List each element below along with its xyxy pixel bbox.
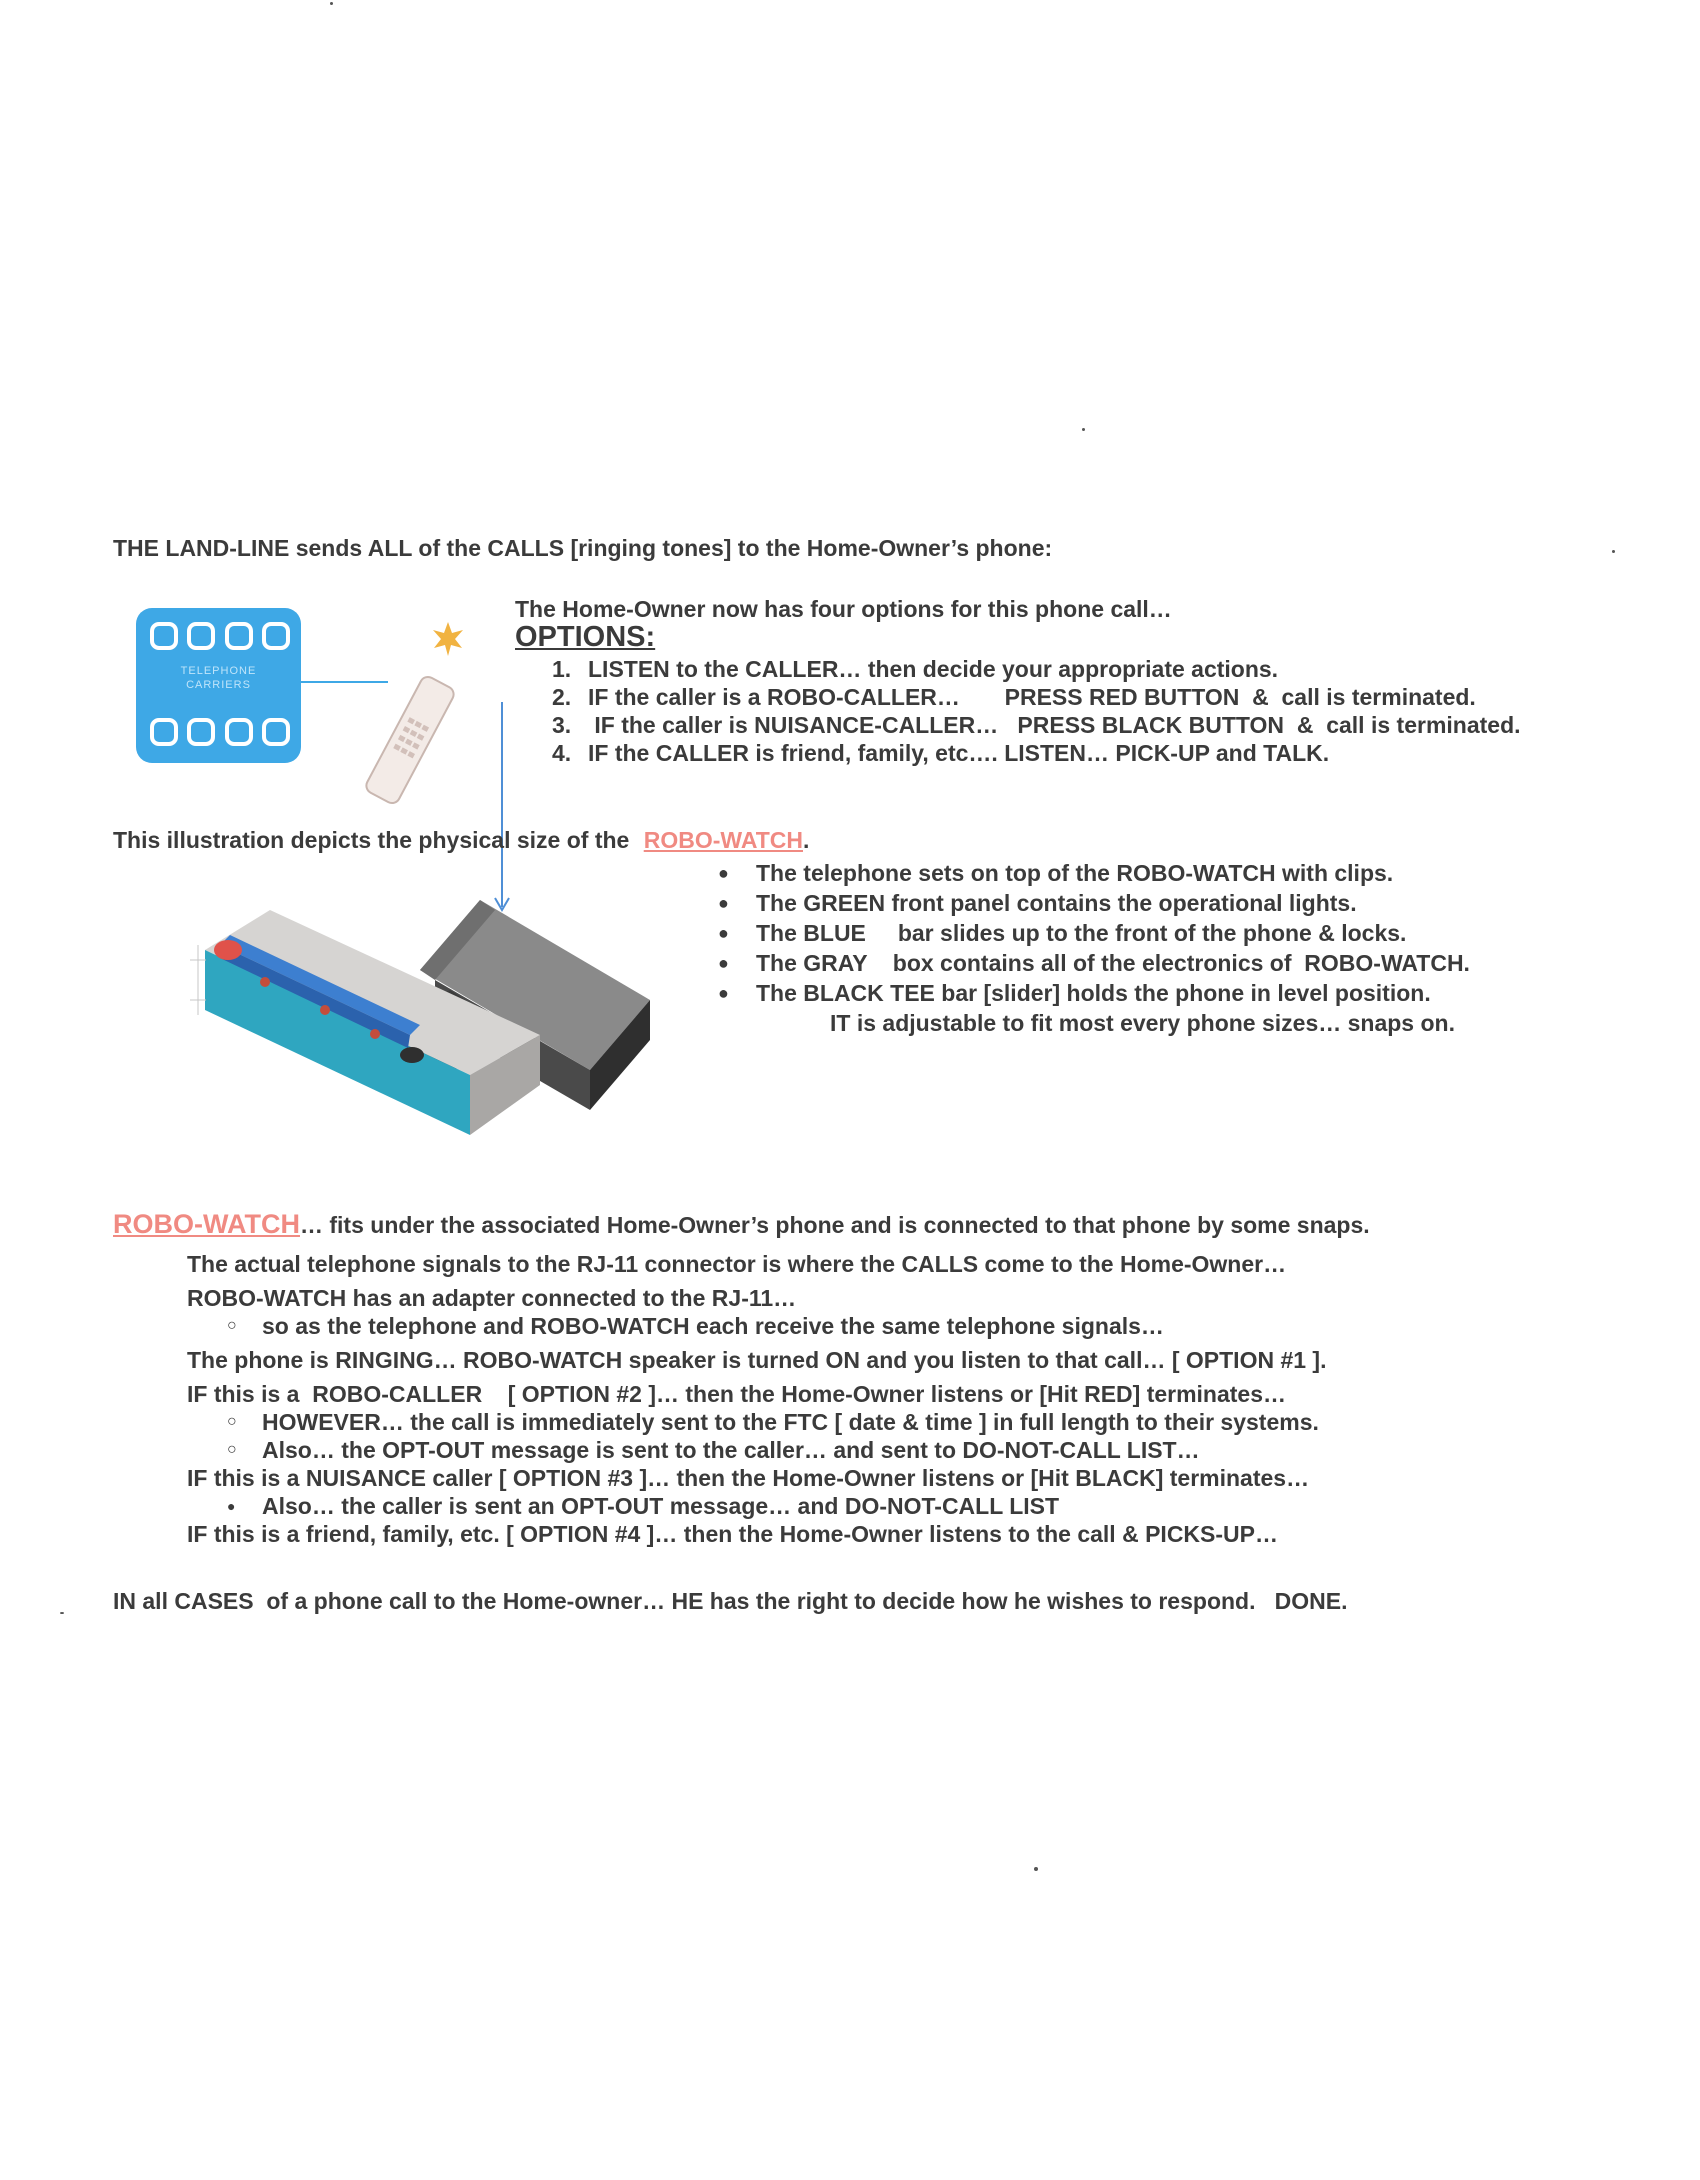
black-button xyxy=(400,1047,424,1063)
options-heading: OPTIONS: xyxy=(515,621,656,653)
detail-subline: ○ HOWEVER… the call is immediately sent to the FTC [ date & time ] in full length to their systems. xyxy=(227,1409,1319,1435)
robo-watch-illustration xyxy=(150,900,660,1170)
carrier-icons-top xyxy=(150,622,290,652)
feature-item: ● The GREEN front panel contains the operational lights. xyxy=(718,890,1357,916)
robo-watch-link[interactable]: ROBO-WATCH xyxy=(113,1209,300,1239)
detail-subline: ○ Also… the OPT-OUT message is sent to the caller… and sent to DO-NOT-CALL LIST… xyxy=(227,1437,1200,1463)
options-list xyxy=(552,655,1521,767)
carrier-label: TELEPHONE CARRIERS xyxy=(180,665,257,691)
feature-item: ● The BLACK TEE bar [slider] holds the phone in level position. xyxy=(718,980,1431,1006)
option-4: 4. IF the CALLER is friend, family, etc…. LISTEN… PICK-UP and TALK. xyxy=(552,740,1330,766)
feature-list xyxy=(718,859,1470,1037)
detail-line: The actual telephone signals to the RJ-11 connector is where the CALLS come to the Home-Owner… xyxy=(187,1251,1287,1277)
feature-item: ● The BLUE bar slides up to the front of the phone & locks. xyxy=(718,920,1407,946)
detail-subline: ○ so as the telephone and ROBO-WATCH each receive the same telephone signals… xyxy=(227,1313,1164,1339)
options-intro: The Home-Owner now has four options for this phone call… xyxy=(515,596,1172,622)
intro-text: THE LAND-LINE sends ALL of the CALLS [ringing tones] to the Home-Owner’s phone: xyxy=(113,535,1053,561)
ringing-burst-icon xyxy=(433,622,463,656)
scan-speck xyxy=(330,2,333,5)
detail-line: ROBO-WATCH has an adapter connected to the RJ-11… xyxy=(187,1285,797,1311)
indicator-light xyxy=(260,977,270,987)
option-1: 1. LISTEN to the CALLER… then decide your appropriate actions. xyxy=(552,656,1279,682)
robo-watch-link[interactable]: ROBO-WATCH xyxy=(643,827,803,853)
down-arrow-icon xyxy=(492,702,512,914)
carrier-icons-bottom xyxy=(150,718,290,748)
feature-note: IT is adjustable to fit most every phone sizes… snaps on. xyxy=(830,1010,1455,1036)
feature-item: ● The telephone sets on top of the ROBO-WATCH with clips. xyxy=(718,860,1394,886)
cordless-phone-icon xyxy=(364,674,457,806)
closing-statement: IN all CASES of a phone call to the Home-owner… HE has the right to decide how he wishes to respond. DONE. xyxy=(113,1588,1348,1614)
phone-connection-graphic xyxy=(300,590,520,920)
detail-line: IF this is a ROBO-CALLER [ OPTION #2 ]… then the Home-Owner listens or [Hit RED] terminates… xyxy=(187,1381,1287,1407)
robo-watch-summary: ROBO-WATCH… fits under the associated Home-Owner’s phone and is connected to that phone by some snaps. xyxy=(113,1209,1370,1239)
indicator-light xyxy=(320,1005,330,1015)
red-button xyxy=(214,940,242,960)
detail-subline: ● Also… the caller is sent an OPT-OUT message… and DO-NOT-CALL LIST xyxy=(227,1493,1060,1519)
detail-line: IF this is a friend, family, etc. [ OPTION #4 ]… then the Home-Owner listens to the call & PICKS-UP… xyxy=(187,1521,1278,1547)
illustration-caption: This illustration depicts the physical size of the ROBO-WATCH. xyxy=(113,827,810,853)
scan-speck xyxy=(1082,428,1085,431)
scan-speck xyxy=(1034,1867,1038,1871)
scan-speck xyxy=(1612,550,1615,553)
option-2: 2. IF the caller is a ROBO-CALLER… PRESS RED BUTTON & call is terminated. xyxy=(552,684,1476,710)
telephone-carriers-box xyxy=(136,608,301,763)
feature-item: ● The GRAY box contains all of the electronics of ROBO-WATCH. xyxy=(718,950,1470,976)
option-3: 3. IF the caller is NUISANCE-CALLER… PRESS BLACK BUTTON & call is terminated. xyxy=(552,712,1521,738)
detail-line: The phone is RINGING… ROBO-WATCH speaker is turned ON and you listen to that call… [ OPTION #1 ]. xyxy=(187,1347,1327,1373)
indicator-light xyxy=(370,1029,380,1039)
scan-speck xyxy=(60,1612,64,1614)
robo-watch-details xyxy=(187,1250,1326,1548)
detail-line: IF this is a NUISANCE caller [ OPTION #3 ]… then the Home-Owner listens or [Hit BLACK] terminates… xyxy=(187,1465,1310,1491)
